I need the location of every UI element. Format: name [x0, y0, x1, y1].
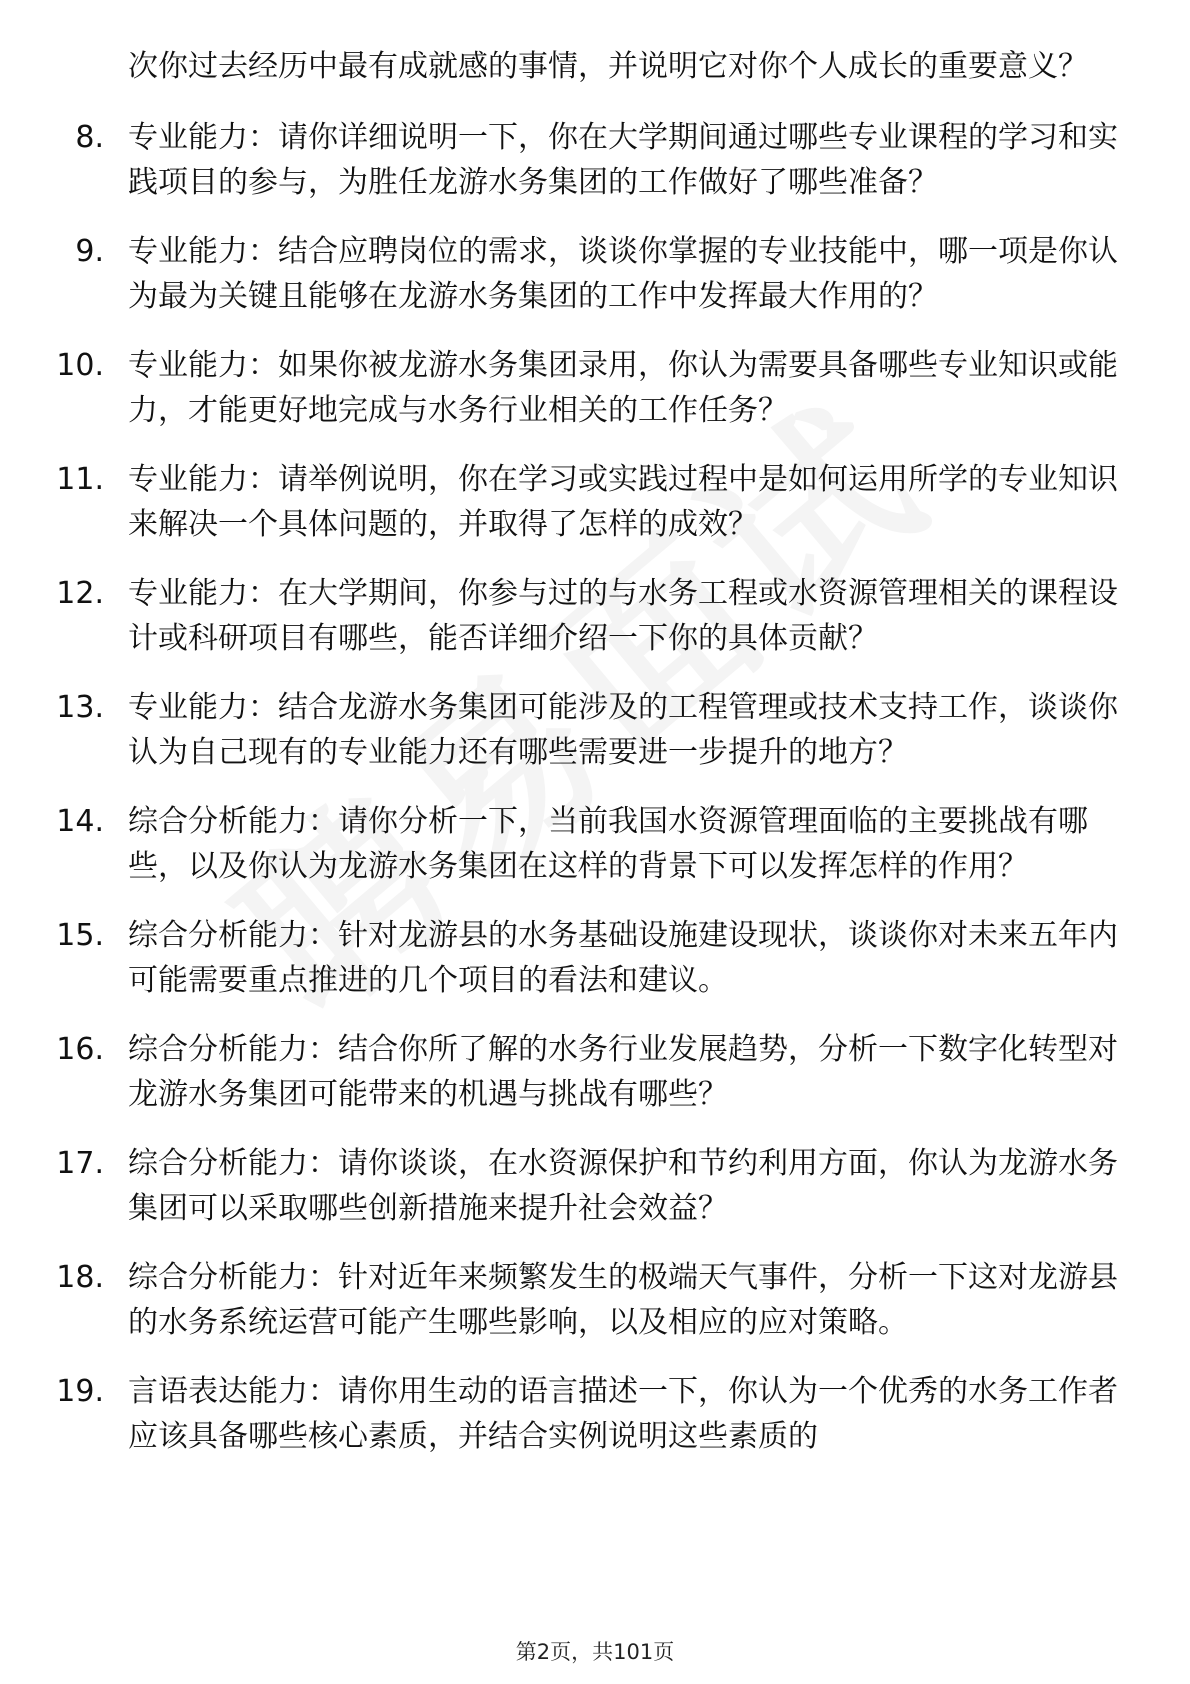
- question-number: 13.: [56, 690, 104, 725]
- question-text: 综合分析能力：结合你所了解的水务行业发展趋势，分析一下数字化转型对龙游水务集团可能带来的机遇与挑战有哪些？: [128, 1032, 1118, 1112]
- question-item: [0, 115, 1118, 205]
- question-text: 专业能力：在大学期间，你参与过的与水务工程或水资源管理相关的课程设计或科研项目有哪些，能否详细介绍一下你的具体贡献？: [128, 576, 1118, 656]
- question-text: 专业能力：结合龙游水务集团可能涉及的工程管理或技术支持工作，谈谈你认为自己现有的专业能力还有哪些需要进一步提升的地方？: [128, 690, 1118, 770]
- question-number: 10.: [56, 348, 104, 383]
- question-list: [0, 115, 1190, 1459]
- question-item: [0, 1369, 1118, 1459]
- question-item: [0, 913, 1118, 1003]
- question-text: 综合分析能力：请你谈谈，在水资源保护和节约利用方面，你认为龙游水务集团可以采取哪些创新措施来提升社会效益？: [128, 1146, 1118, 1226]
- question-text: 言语表达能力：请你用生动的语言描述一下，你认为一个优秀的水务工作者应该具备哪些核心素质，并结合实例说明这些素质的: [128, 1374, 1118, 1454]
- question-text: 专业能力：请你详细说明一下，你在大学期间通过哪些专业课程的学习和实践项目的参与，为胜任龙游水务集团的工作做好了哪些准备？: [128, 120, 1118, 200]
- question-text: 综合分析能力：针对龙游县的水务基础设施建设现状，谈谈你对未来五年内可能需要重点推进的几个项目的看法和建议。: [128, 918, 1118, 998]
- question-number: 14.: [56, 804, 104, 839]
- question-item: [0, 1141, 1118, 1231]
- question-number: 9.: [75, 234, 104, 269]
- question-number: 8.: [75, 120, 104, 155]
- question-text: 综合分析能力：针对近年来频繁发生的极端天气事件，分析一下这对龙游县的水务系统运营可能产生哪些影响，以及相应的应对策略。: [128, 1260, 1118, 1340]
- question-item: [0, 1255, 1118, 1345]
- question-number: 12.: [56, 576, 104, 611]
- question-number: 16.: [56, 1032, 104, 1067]
- question-text: 专业能力：如果你被龙游水务集团录用，你认为需要具备哪些专业知识或能力，才能更好地完成与水务行业相关的工作任务？: [128, 348, 1118, 428]
- question-text: 专业能力：结合应聘岗位的需求，谈谈你掌握的专业技能中，哪一项是你认为最为关键且能够在龙游水务集团的工作中发挥最大作用的？: [128, 234, 1118, 314]
- question-item: [0, 457, 1118, 547]
- question-number: 11.: [56, 462, 104, 497]
- question-number: 17.: [56, 1146, 104, 1181]
- question-item: [0, 571, 1118, 661]
- page-footer: 第2页，共101页: [515, 1640, 675, 1664]
- question-number: 15.: [56, 918, 104, 953]
- continued-question-text: 次你过去经历中最有成就感的事情，并说明它对你个人成长的重要意义？: [128, 49, 1088, 84]
- question-item: [0, 229, 1118, 319]
- question-number: 18.: [56, 1260, 104, 1295]
- question-item: [0, 343, 1118, 433]
- question-number: 19.: [56, 1374, 104, 1409]
- question-text: 综合分析能力：请你分析一下，当前我国水资源管理面临的主要挑战有哪些，以及你认为龙游水务集团在这样的背景下可以发挥怎样的作用？: [128, 804, 1088, 884]
- question-text: 专业能力：请举例说明，你在学习或实践过程中是如何运用所学的专业知识来解决一个具体问题的，并取得了怎样的成效？: [128, 462, 1118, 542]
- question-item: [0, 685, 1118, 775]
- page-content: [0, 44, 1190, 1483]
- question-item: [0, 1027, 1118, 1117]
- question-item: [0, 799, 1118, 889]
